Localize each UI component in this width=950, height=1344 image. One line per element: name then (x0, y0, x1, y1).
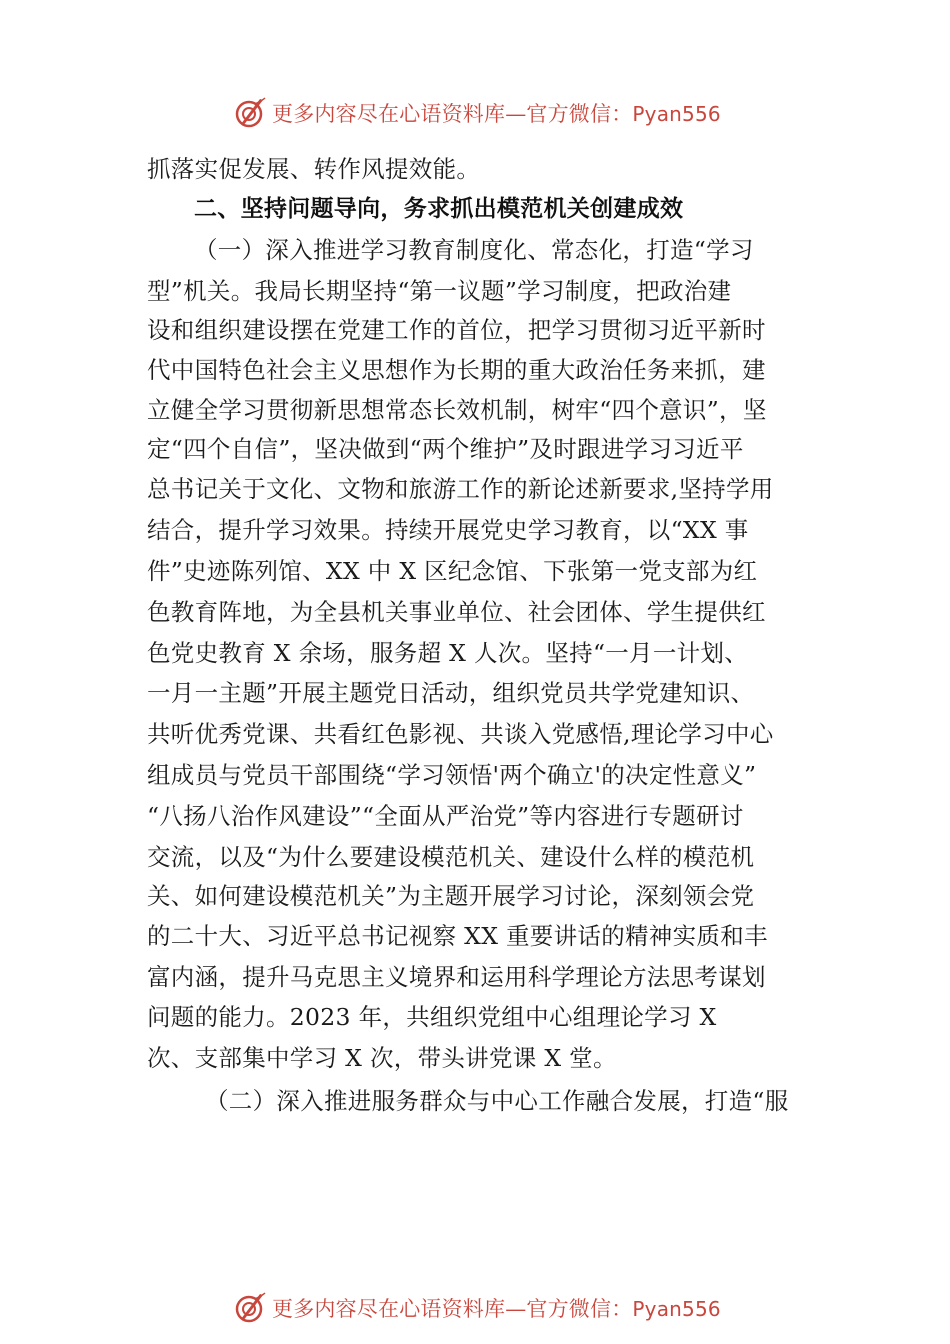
body-line-5: 设和组织建设摆在党建工作的首位，把学习贯彻习近平新时 (147, 316, 766, 344)
body-line-23: 次、支部集中学习 X 次，带头讲党课 X 堂。 (147, 1044, 617, 1072)
body-line-16: 组成员与党员干部围绕“学习领悟'两个确立'的决定性意义” (147, 761, 757, 789)
body-line-9: 总书记关于文化、文物和旅游工作的新论述新要求,坚持学用 (147, 475, 774, 503)
body-line-24: （二）深入推进服务群众与中心工作融合发展，打造“服 (205, 1087, 789, 1115)
body-line-6: 代中国特色社会主义思想作为长期的重大政治任务来抓，建 (147, 356, 766, 384)
body-line-22: 问题的能力。2023 年，共组织党组中心组理论学习 X (147, 1003, 717, 1031)
body-line-17: “八扬八治作风建设”“全面从严治党”等内容进行专题研讨 (147, 802, 744, 830)
watermark-footer (0, 1289, 950, 1329)
body-line-10: 结合，提升学习效果。持续开展党史学习教育，以“XX 事 (147, 516, 749, 544)
body-line-15: 共听优秀党课、共看红色影视、共谈入党感悟,理论学习中心 (147, 720, 774, 748)
body-line-14: 一月一主题”开展主题党日活动，组织党员共学党建知识、 (147, 679, 755, 707)
body-line-1: 抓落实促发展、转作风提效能。 (147, 155, 481, 183)
body-line-19: 关、如何建设模范机关”为主题开展学习讨论，深刻领会党 (147, 882, 755, 910)
body-line-13: 色党史教育 X 余场，服务超 X 人次。坚持“一月一计划、 (147, 639, 749, 667)
watermark-text (272, 1297, 721, 1321)
body-line-3: （一）深入推进学习教育制度化、常态化，打造“学习 (194, 236, 754, 264)
watermark-label: 更多内容尽在心语资料库—官方微信： (272, 102, 633, 126)
body-line-21: 富内涵，提升马克思主义境界和运用科学理论方法思考谋划 (147, 963, 766, 991)
quill-logo-icon (233, 1291, 267, 1325)
body-line-20: 的二十大、习近平总书记视察 XX 重要讲话的精神实质和丰 (147, 922, 768, 950)
body-line-4: 型”机关。我局长期坚持“第一议题”学习制度，把政治建 (147, 277, 732, 305)
watermark-wechat-id: Pyan556 (632, 1297, 721, 1321)
body-line-18: 交流，以及“为什么要建设模范机关、建设什么样的模范机 (147, 843, 755, 871)
watermark-header (0, 94, 950, 134)
watermark-wechat-id: Pyan556 (632, 102, 721, 126)
body-line-7: 立健全学习贯彻新思想常态长效机制，树牢“四个意识”，坚 (147, 396, 767, 424)
watermark-label: 更多内容尽在心语资料库—官方微信： (272, 1297, 633, 1321)
section-heading: 二、坚持问题导向，务求抓出模范机关创建成效 (194, 196, 684, 222)
body-line-11: 件”史迹陈列馆、XX 中 X 区纪念馆、下张第一党支部为红 (147, 557, 758, 585)
watermark-text (272, 102, 721, 126)
body-line-8: 定“四个自信”，坚决做到“两个维护”及时跟进学习习近平 (147, 435, 744, 463)
quill-logo-icon (233, 96, 267, 130)
body-line-12: 色教育阵地，为全县机关事业单位、社会团体、学生提供红 (147, 598, 766, 626)
